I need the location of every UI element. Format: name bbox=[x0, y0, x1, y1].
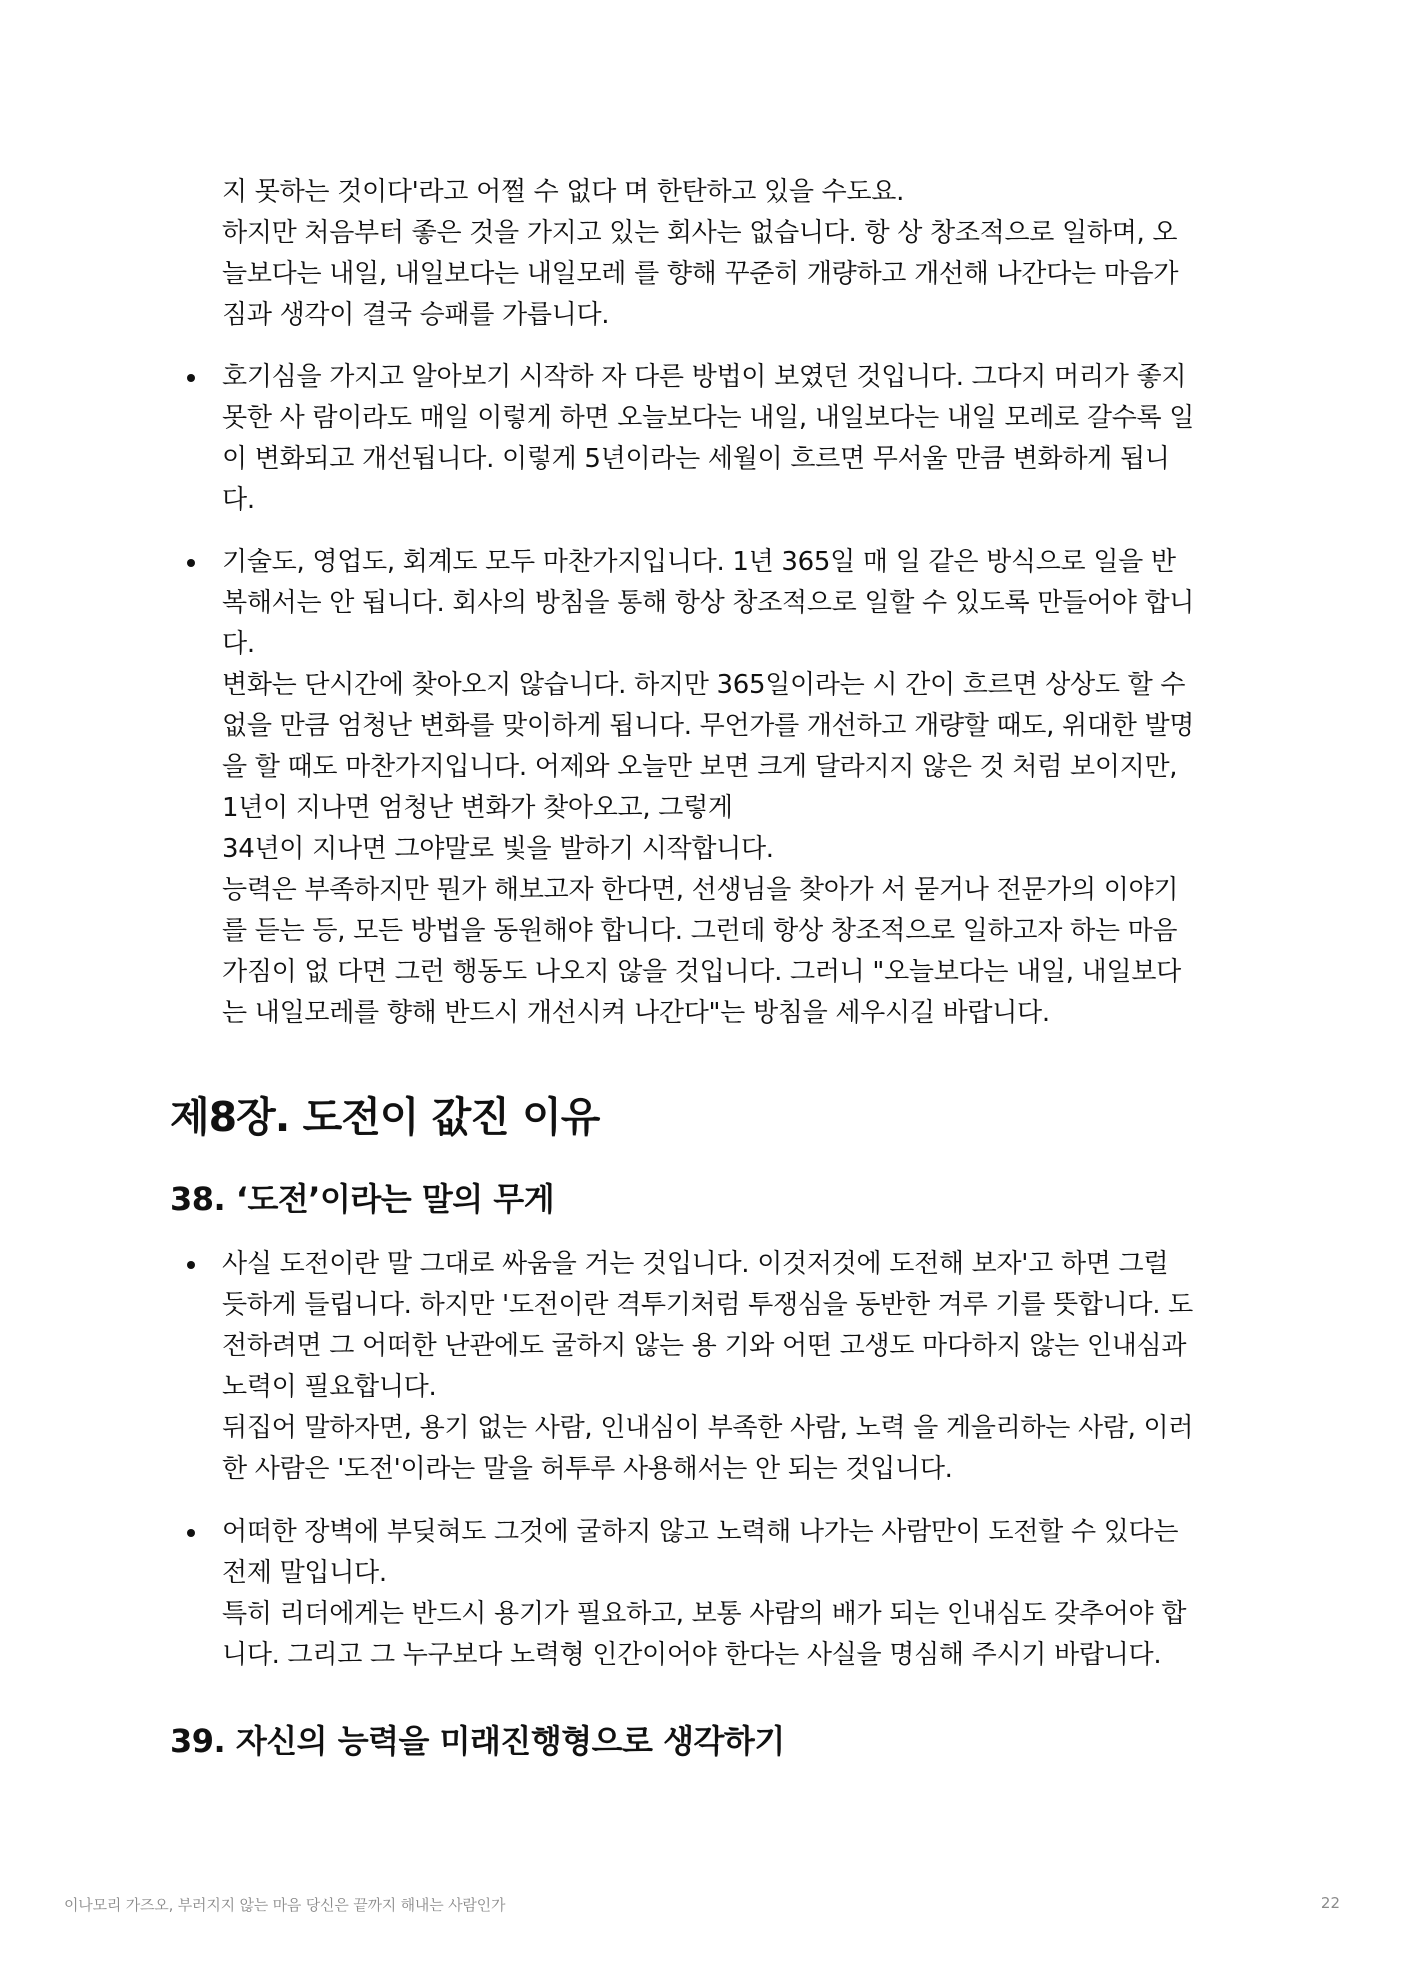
bullet-icon bbox=[187, 1529, 195, 1537]
bullet-item-technology bbox=[222, 542, 1242, 1034]
text-line: 어떠한 장벽에 부딪혀도 그것에 굴하지 않고 노력해 나가는 사람만이 도전할 수 있다는 bbox=[222, 1517, 1179, 1547]
text-line: 전하려면 그 어떠한 난관에도 굴하지 않는 용 기와 어떤 고생도 마다하지 않는 인내심과 bbox=[222, 1331, 1187, 1361]
bullet-item-challenge-meaning bbox=[222, 1244, 1242, 1490]
bullet-icon bbox=[187, 559, 195, 567]
intro-paragraph bbox=[222, 172, 1242, 336]
bullet-icon bbox=[187, 1261, 195, 1269]
text-line: 노력이 필요합니다. bbox=[222, 1372, 437, 1402]
footer-book-title: 이나모리 가즈오, 부러지지 않는 마음 당신은 끝까지 해내는 사람인가 bbox=[64, 1896, 506, 1914]
text-line: 뒤집어 말하자면, 용기 없는 사람, 인내심이 부족한 사람, 노력 을 게을리하는 사람, 이러 bbox=[222, 1413, 1194, 1443]
text-line: 34년이 지나면 그야말로 빛을 발하기 시작합니다. bbox=[222, 834, 774, 864]
text-line: 없을 만큼 엄청난 변화를 맞이하게 됩니다. 무언가를 개선하고 개량할 때도, 위대한 발명 bbox=[222, 711, 1195, 741]
text-line: 복해서는 안 됩니다. 회사의 방침을 통해 항상 창조적으로 일할 수 있도록 만들어야 합니 bbox=[222, 588, 1195, 618]
text-line: 한 사람은 '도전'이라는 말을 허투루 사용해서는 안 되는 것입니다. bbox=[222, 1454, 953, 1484]
bullet-item-barriers bbox=[222, 1512, 1242, 1676]
section-title-39: 39. 자신의 능력을 미래진행형으로 생각하기 bbox=[170, 1722, 785, 1760]
text-line: 이 변화되고 개선됩니다. 이렇게 5년이라는 세월이 흐르면 무서울 만큼 변화하게 됩니 bbox=[222, 444, 1170, 474]
text-line: 다. bbox=[222, 629, 255, 659]
text-line: 다. bbox=[222, 485, 255, 515]
section-title-38: 38. ‘도전’이라는 말의 무게 bbox=[170, 1180, 555, 1218]
bullet-icon bbox=[187, 374, 195, 382]
text-line: 을 할 때도 마찬가지입니다. 어제와 오늘만 보면 크게 달라지지 않은 것 처럼 보이지만, bbox=[222, 752, 1178, 782]
text-line: 늘보다는 내일, 내일보다는 내일모레 를 향해 꾸준히 개량하고 개선해 나간다는 마음가 bbox=[222, 259, 1179, 289]
text-line: 사실 도전이란 말 그대로 싸움을 거는 것입니다. 이것저것에 도전해 보자'고 하면 그럴 bbox=[222, 1249, 1169, 1279]
text-line: 변화는 단시간에 찾아오지 않습니다. 하지만 365일이라는 시 간이 흐르면 상상도 할 수 bbox=[222, 670, 1186, 700]
text-line: 니다. 그리고 그 누구보다 노력형 인간이어야 한다는 사실을 명심해 주시기 바랍니다. bbox=[222, 1640, 1162, 1670]
chapter-title: 제8장. 도전이 값진 이유 bbox=[170, 1093, 600, 1141]
text-line: 가짐이 없 다면 그런 행동도 나오지 않을 것입니다. 그러니 "오늘보다는 내일, 내일보다 bbox=[222, 957, 1181, 987]
text-line: 하지만 처음부터 좋은 것을 가지고 있는 회사는 없습니다. 항 상 창조적으로 일하며, 오 bbox=[222, 218, 1178, 248]
text-line: 지 못하는 것이다'라고 어쩔 수 없다 며 한탄하고 있을 수도요. bbox=[222, 177, 905, 207]
page-number: 22 bbox=[1320, 1894, 1340, 1912]
text-line: 호기심을 가지고 알아보기 시작하 자 다른 방법이 보였던 것입니다. 그다지 머리가 좋지 bbox=[222, 362, 1187, 392]
text-line: 1년이 지나면 엄청난 변화가 찾아오고, 그렇게 bbox=[222, 793, 733, 823]
text-line: 를 듣는 등, 모든 방법을 동원해야 합니다. 그런데 항상 창조적으로 일하고자 하는 마음 bbox=[222, 916, 1178, 946]
bullet-item-curiosity bbox=[222, 357, 1242, 521]
text-line: 전제 말입니다. bbox=[222, 1558, 387, 1588]
text-line: 는 내일모레를 향해 반드시 개선시켜 나간다"는 방침을 세우시길 바랍니다. bbox=[222, 998, 1050, 1028]
text-line: 짐과 생각이 결국 승패를 가릅니다. bbox=[222, 300, 610, 330]
text-line: 듯하게 들립니다. 하지만 '도전이란 격투기처럼 투쟁심을 동반한 겨루 기를 뜻합니다. 도 bbox=[222, 1290, 1193, 1320]
text-line: 기술도, 영업도, 회계도 모두 마찬가지입니다. 1년 365일 매 일 같은 방식으로 일을 반 bbox=[222, 547, 1176, 577]
text-line: 능력은 부족하지만 뭔가 해보고자 한다면, 선생님을 찾아가 서 묻거나 전문가의 이야기 bbox=[222, 875, 1179, 905]
text-line: 못한 사 람이라도 매일 이렇게 하면 오늘보다는 내일, 내일보다는 내일 모레로 갈수록 일 bbox=[222, 403, 1195, 433]
text-line: 특히 리더에게는 반드시 용기가 필요하고, 보통 사람의 배가 되는 인내심도 갖추어야 합 bbox=[222, 1599, 1187, 1629]
